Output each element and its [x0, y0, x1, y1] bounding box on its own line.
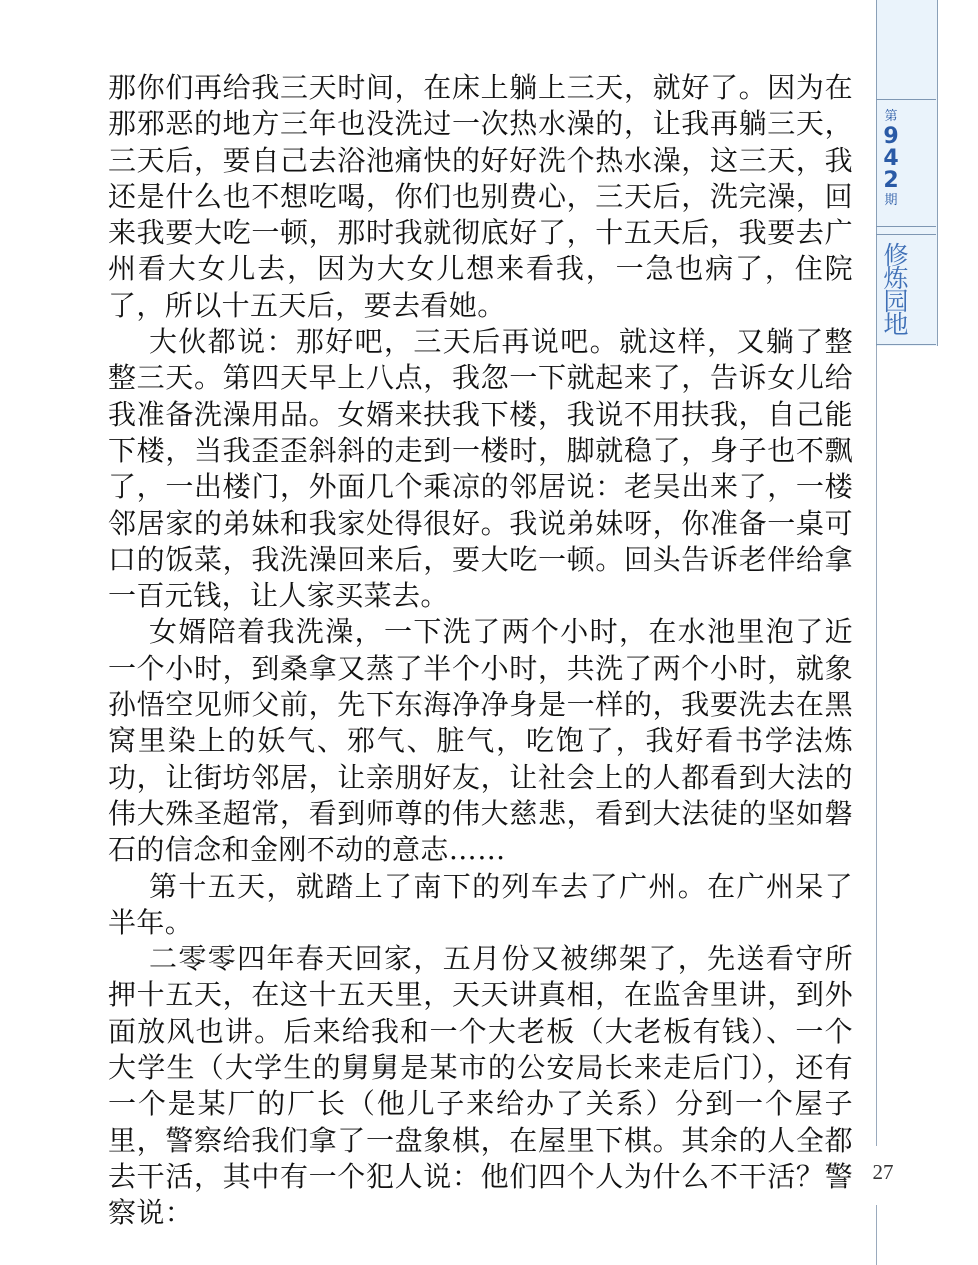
margin-divider [876, 226, 936, 227]
issue-digit: 9 [883, 124, 899, 149]
margin-divider [876, 234, 936, 235]
paragraph: 二零零四年春天回家，五月份又被绑架了，先送看守所押十五天，在这十五天里，天天讲真相，在监舍里讲，到外面放风也讲。后来给我和一个大老板（大老板有钱）、一个大学生（大学生的舅舅是某市的公安局长来走后门），还有一个是某厂的厂长（他儿子来给办了关系）分到一个屋子里，警察给我们拿了一盘象棋，在屋里下棋。其余的人全都去干活，其中有一个犯人说：他们四个人为什么不干活？警察说： [108, 942, 853, 1230]
page-number: 27 [872, 1160, 894, 1184]
issue-suffix: 期 [884, 193, 898, 208]
margin-divider [876, 99, 936, 100]
issue-number [876, 108, 906, 210]
paragraph: 大伙都说：那好吧，三天后再说吧。就这样，又躺了整整三天。第四天早上八点，我忽一下就起来了，告诉女儿给我准备洗澡用品。女婿来扶我下楼，我说不用扶我，自己能下楼，当我歪歪斜斜的走到一楼时，脚就稳了，身子也不飘了，一出楼门，外面几个乘凉的邻居说：老吴出来了，一楼邻居家的弟妹和我家处得很好。我说弟妹呀，你准备一桌可口的饭菜，我洗澡回来后，要大吃一顿。回头告诉老伴给拿一百元钱，让人家买菜去。 [108, 325, 853, 613]
margin-rule-vertical [876, 346, 877, 1146]
paragraph: 那你们再给我三天时间，在床上躺上三天，就好了。因为在那邪恶的地方三年也没洗过一次热水澡的，让我再躺三天，三天后，要自己去浴池痛快的好好洗个热水澡，这三天，我还是什么也不想吃喝，你们也别费心，三天后，洗完澡，回来我要大吃一顿，那时我就彻底好了，十五天后，我要去广州看大女儿去，因为大女儿想来看我，一急也病了，住院了，所以十五天后，要去看她。 [108, 71, 853, 322]
paragraph: 第十五天，就踏上了南下的列车去了广州。在广州呆了半年。 [108, 869, 853, 939]
paragraph: 女婿陪着我洗澡，一下洗了两个小时，在水池里泡了近一个小时，到桑拿又蒸了半个小时，共洗了两个小时，就象孙悟空见师父前，先下东海净净身是一样的，我要洗去在黑窝里染上的妖气、邪气、脏气，吃饱了，我好看书学法炼功，让街坊邻居，让亲朋好友，让社会上的人都看到大法的伟大殊圣超常，看到师尊的伟大慈悲，看到大法徒的坚如磐石的信念和金刚不动的意志…… [108, 615, 853, 867]
issue-digit: 4 [883, 146, 899, 171]
margin-divider [876, 344, 936, 345]
section-title: 修炼园地 [880, 242, 909, 334]
issue-digit: 2 [883, 168, 899, 193]
margin-rule-vertical [876, 1205, 877, 1265]
issue-prefix: 第 [884, 109, 898, 124]
article-body [108, 70, 853, 1232]
